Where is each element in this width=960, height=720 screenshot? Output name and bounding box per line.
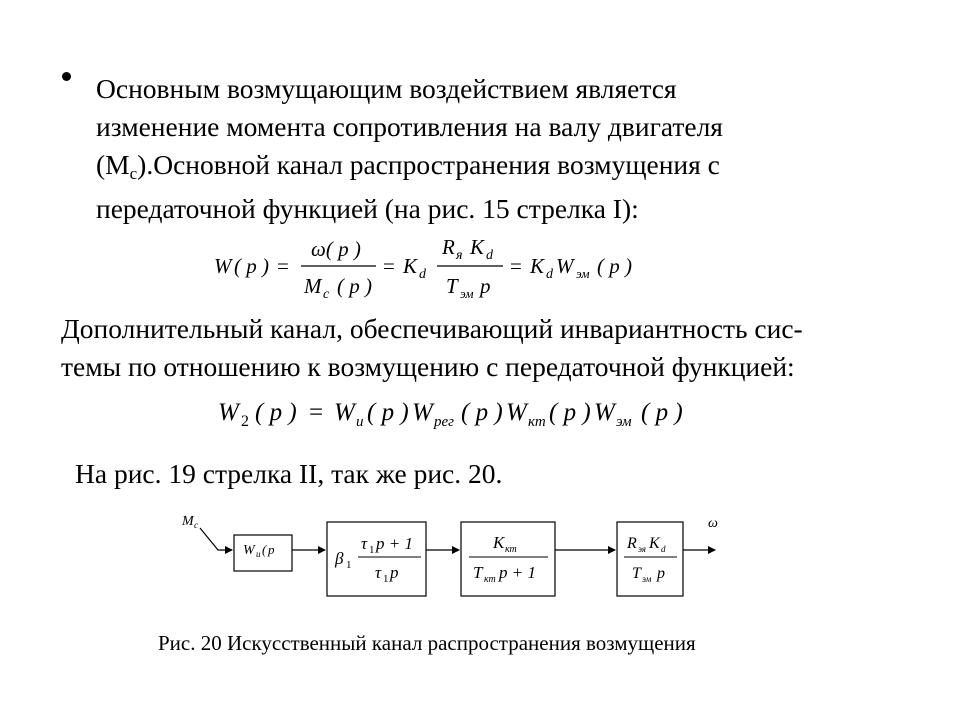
formula-subscript: эм: [460, 286, 474, 301]
formula-invariance-channel: [210, 390, 710, 436]
formula-subscript: d: [486, 248, 493, 263]
formula-arg: ( p ): [337, 274, 372, 298]
formula-arg: ( p ): [255, 399, 297, 426]
equals-sign: =: [309, 399, 324, 426]
formula-symbol: β: [335, 549, 344, 568]
formula-arg: (: [262, 542, 267, 557]
formula-symbol: M: [182, 514, 194, 529]
text-segment: ).Основной канал распространения возмущения с: [137, 149, 720, 180]
formula-symbol: W: [214, 254, 232, 278]
formula-symbol: W: [243, 543, 255, 558]
formula-arg: ( p ): [461, 399, 503, 426]
paragraph-line: [96, 146, 916, 184]
paragraph-line: Основным возмущающим воздействием является: [96, 73, 677, 104]
formula-symbol: R: [627, 535, 637, 552]
formula-symbol: W: [594, 399, 615, 426]
block-diagram: [170, 505, 730, 610]
fraction-numerator: ω( p ): [311, 237, 361, 261]
equals-sign: =: [383, 254, 395, 278]
formula-subscript: и: [356, 414, 364, 430]
equals-sign: =: [510, 254, 522, 278]
formula-subscript: эм: [616, 414, 632, 430]
formula-symbol: T: [632, 565, 641, 582]
formula-arg: ( p ): [367, 399, 409, 426]
formula-subscript: d: [419, 267, 426, 282]
formula-subscript: d: [661, 544, 666, 554]
formula-symbol: W: [218, 399, 239, 426]
bullet-paragraph: [96, 70, 916, 228]
input-arrow: [200, 528, 232, 550]
formula-symbol: τ: [361, 534, 368, 553]
formula-subscript: кт: [484, 574, 496, 585]
formula-subscript: c: [323, 287, 330, 302]
formula-symbol: R: [442, 235, 455, 259]
formula-symbol: p: [390, 563, 399, 582]
equals-sign: =: [277, 254, 289, 278]
formula-symbol: K: [530, 254, 545, 278]
paragraph-figure-reference: На рис. 19 стрелка II, так же рис. 20.: [75, 458, 503, 489]
formula-symbol: W: [334, 399, 355, 426]
formula-symbol: K: [403, 254, 418, 278]
paragraph-line: Дополнительный канал, обеспечивающий инвариантность сис-: [61, 313, 803, 344]
formula-subscript: 1: [369, 544, 375, 556]
paragraph-line: передаточной функцией (на рис. 15 стрелка I):: [96, 193, 639, 224]
formula-subscript: 2: [241, 413, 249, 430]
formula-symbol: T: [446, 274, 458, 298]
formula-symbol: K: [470, 235, 485, 259]
block-converter: [461, 522, 555, 596]
formula-subscript: d: [546, 267, 553, 282]
formula-symbol: M: [304, 274, 322, 298]
output-label-omega: ω: [708, 516, 718, 531]
formula-arg: ( p ): [234, 254, 269, 278]
formula-arg: ( p ): [641, 399, 683, 426]
formula-subscript: кт: [505, 544, 517, 555]
subscript: с: [129, 164, 138, 183]
formula-text: p + 1: [499, 563, 536, 582]
paragraph-line: темы по отношению к возмущению с передаточной функцией:: [61, 351, 795, 382]
formula-subscript: 1: [346, 559, 352, 571]
formula-subscript: кт: [528, 414, 546, 430]
formula-subscript: c: [194, 520, 198, 530]
bullet-dot: [62, 72, 71, 81]
block-regulator: [327, 522, 426, 596]
formula-symbol: W: [506, 399, 527, 426]
formula-subscript: рег: [434, 414, 455, 430]
formula-symbol: W: [412, 399, 433, 426]
formula-text: p + 1: [376, 534, 413, 553]
formula-subscript: 1: [383, 573, 389, 585]
paragraph-line: изменение момента сопротивления на валу двигателя: [96, 111, 723, 142]
formula-symbol: W: [556, 254, 574, 278]
text-segment: (М: [96, 149, 130, 180]
formula-subscript: эм: [642, 574, 652, 584]
input-label-mc: [181, 514, 198, 530]
formula-symbol: p: [657, 565, 665, 582]
block-motor: [617, 522, 683, 596]
formula-symbol: K: [649, 535, 660, 552]
formula-symbol: p: [268, 542, 275, 557]
block-frame: [617, 522, 683, 596]
formula-transfer-function: [200, 232, 660, 304]
formula-subscript: эя: [638, 544, 646, 554]
formula-subscript: и: [256, 549, 261, 559]
block-wi: [234, 535, 292, 571]
formula-subscript: я: [456, 248, 463, 263]
block-frame: [461, 522, 555, 596]
formula-symbol: τ: [375, 563, 382, 582]
paragraph-invariance: [61, 310, 931, 386]
figure-caption: Рис. 20 Искусственный канал распространения возмущения: [158, 631, 696, 655]
formula-arg: ( p ): [597, 254, 632, 278]
formula-symbol: T: [473, 563, 483, 582]
formula-symbol: K: [493, 533, 505, 552]
formula-subscript: эм: [576, 266, 590, 281]
formula-symbol: p: [480, 274, 491, 298]
formula-arg: ( p ): [549, 399, 591, 426]
